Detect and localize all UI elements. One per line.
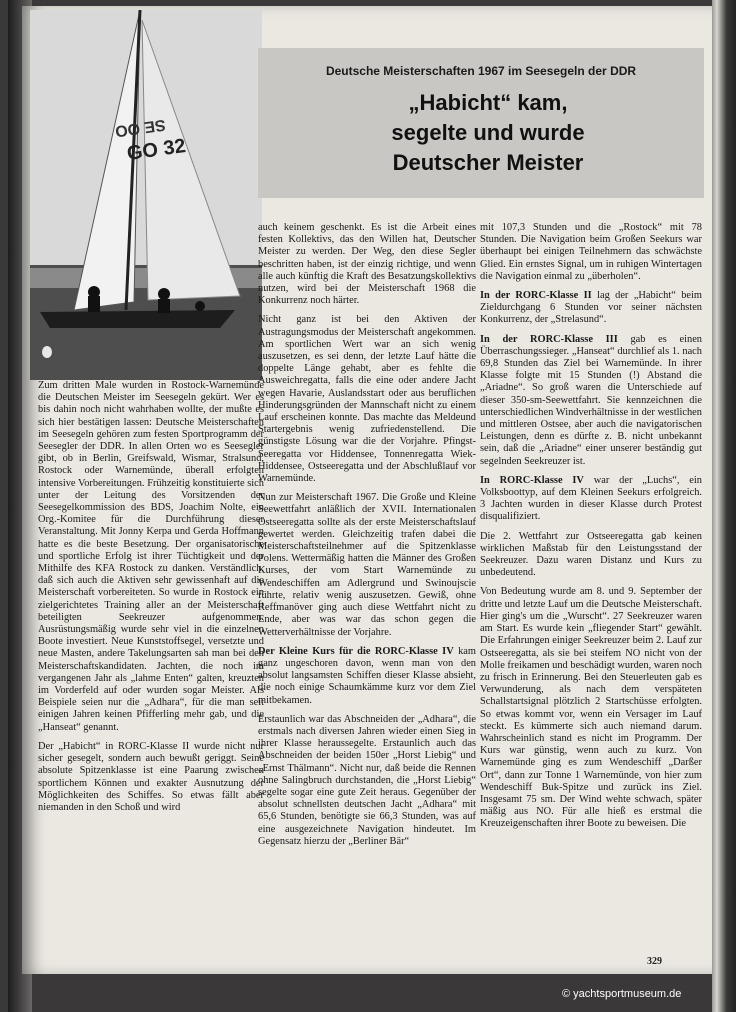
paragraph-bold-lead: In der RORC-Klasse II lag der „Habicht“ beim Zieldurchgang 6 Stunden vor seiner nächsten Konkurrenz, der „Strelasund“. — [480, 290, 702, 326]
paragraph: Erstaunlich war das Abschneiden der „Adhara“, die erstmals nach diversen Jahren wieder einen Sieg in ihrer Klasse heraussegelte. Erstaunlich auch das Abschneiden der beiden 150er „Horst Liebig“ und „Ernst Thälmann“. Nicht nur, daß beide die Rennen ohne Salingbruch durchstanden, die „Horst Liebig“ segelte sogar eine gute Zeit heraus. Gegenüber der absolut schnellsten deutschen Jacht „Adhara“ mit 65,6 Stunden, benötigte sie 66,3 Stunden, was auf eine ausgezeichnete Navigation hindeutet. Im Gegensatz hierzu der „Berliner Bär“ — [258, 713, 476, 847]
paragraph: Nun zur Meisterschaft 1967. Die Große und Kleine Seewettfahrt anläßlich der XVII. Internationalen Ostseeregatta sollte als der erste Meisterschaftslauf gewertet werden. Gleichzeitig trafen dabei die Meisterschaftsteilnehmer auf die Spitzenklasse Polens. Wettermäßig hatten die Männer des Großen Kurses, der vom Start Warnemünde zu Wendeschiffen am Adlergrund und Swinoujscie führte, relativ wenig auszusetzen. Gewiß, ohne Reffmanöver ging auch diese Wettfahrt nicht zu Ende, aber was war das schon gegen die Wetterverhältnisse der Vorjahre. — [258, 492, 476, 638]
copyright-credit: © yachtsportmuseum.de — [562, 988, 682, 1000]
bold-lead: Der Kleine Kurs für die RORC-Klasse IV — [258, 645, 454, 657]
page-number: 329 — [647, 956, 662, 967]
kicker: Deutsche Meisterschaften 1967 im Seesegeln der DDR — [325, 64, 637, 78]
sailboat-illustration — [30, 10, 262, 380]
paragraph: Nicht ganz ist bei den Aktiven der Austragungsmodus der Meisterschaft angekommen. Am sportlichen Wert war an sich wenig auszusetzen, es sei denn, der letzte Lauf hätte die doppelte Länge gehabt, aber es fehlte die Ausweichregatta, falls die eine oder andere Jacht wegen Havarie, Auslandsstart oder aus beruflichen Hinderungsgründen der Mannschaft nicht zu einem Lauf erscheinen konnte. Das machte das Meldeund Startergebnis wenig zufriedenstellend. Die günstigste Lösung war die der Vorjahre. Pfingst-Seeregatta vor Hiddensee, Tonnenregatta Wiek-Hiddensee, Ostseeregatta und der Abschlußlauf vor Warnemünde. — [258, 314, 476, 485]
headline — [308, 88, 668, 178]
sail-letters: SE OO — [113, 115, 167, 140]
paragraph: Die 2. Wettfahrt zur Ostseeregatta gab keinen wirklichen Maßstab für den Leistungsstand der Seekreuzer. Dazu waren Distanz und Kurs zu unbedeutend. — [480, 530, 702, 579]
paragraph-bold-lead: In der RORC-Klasse III gab es einen Überraschungssieger. „Hanseat“ durchlief als 1. nach 69,8 Stunden das Ziel bei Warnemünde. In ihrer Klasse folgte mit 15 Stunden (!) Abstand die „Ariadne“. So groß waren die Unterschiede auf dieser 350-sm-Seewettfahrt. Sie kennzeichnen die unterschiedlichen Windverhältnisse in der westlichen und mittleren Ostsee, aber auch die navigatorischen Leistungen, denn es dürfte z. B. nicht unbekannt sein, daß die „Ariadne“ einer unserer beständig gut segelnden Seekreuzer ist. — [480, 333, 702, 467]
paragraph: auch keinem geschenkt. Es ist die Arbeit eines festen Kollektivs, das den Willen hat, Deutscher Meister zu werden. Der Weg, den diese Segler beschritten haben, ist der einzig richtige, und wenn alle auch künftig die Kraft des Besatzungskollektivs nutzen, wird bei der Meisterschaft 1968 die Konkurrenz noch härter. — [258, 222, 476, 307]
text-column-2 — [258, 222, 476, 855]
headline-line-2: segelte und wurde — [391, 120, 585, 145]
binding-hole — [42, 346, 52, 358]
magazine-page — [22, 6, 712, 974]
paragraph: Von Bedeutung wurde am 8. und 9. September der dritte und letzte Lauf um die Deutsche Meisterschaft. Hier ging's um die „Wurscht“. 27 Seekreuzer waren am Start. Es wurde kein „fliegender Start“ gewählt. Die Erfahrungen einiger Seekreuzer beim 2. Lauf zur Ostseeregatta, als sie bei steifem NO nicht von der Molle freikamen und beschädigt wurden, waren noch zu frisch in Erinnerung. Bei den Steuerleuten gab es Verwunderung, als nach dem verspäteten Schallstartsignal plötzlich 2 Startschüsse erfolgten. So etwas kommt vor, wenn ein Versager im Lauf steckt. Es kümmerte sich auch niemand darum. Wahrscheinlich stand es nicht im Programm. Der Kurs war günstig, wenn auch zu kurz. Von Warnemünde ging es zum Wendeschiff „Darßer Ort“, dann zur Tonne 1 Warnemünde, von hier zum Wendeschiff Buk-Spitze und zurück ins Ziel. Insgesamt 75 sm. Der Wind wehte schwach, später mäßig aus NO. Für alle hieß es erstmal die Kreuzeigenschaften ihrer Boote zu beweisen. Die — [480, 586, 702, 830]
paragraph-bold-lead: In RORC-Klasse IV war der „Luchs“, ein Volksboottyp, auf dem Kleinen Seekurs erfolgreich. 3 Jachten wurden in dieser Klasse durch Protest disqualifiziert. — [480, 474, 702, 523]
paragraph: Zum dritten Male wurden in Rostock-Warnemünde die Deutschen Meister im Seesegeln gekürt. Wer es bis dahin noch nicht wahrhaben wollte, der mußte es sich hier bestätigen lassen: Deutsche Meisterschaften im Seesegeln gehören zum festen Sportprogramm der Seesegler der DDR. In allen Orten wo es Seesegler gibt, ob in Berlin, Greifswald, Wismar, Stralsund, Rostock oder Warnemünde, überall erfolgten intensive Vorbereitungen. Frühzeitig konstituierte sich unter der Leitung des Vorsitzenden der Seesegelkommission des BDS, Joachim Nolte, ein Org.-Komitee für die Durchführung dieser Veranstaltung. Mit Jonny Kerpa und Gerda Hoffmann hatte es die beste Besetzung. Der organisatorische und sportliche Erfolg ist ihrer Tüchtigkeit und der Mithilfe des KFA Rostock zu danken. Verständlich, daß sich auch die Aktiven sehr gewissenhaft auf die Meisterschaft vorbereiteten. So wurde in Rostock ein zielgerichtetes Training aller an der Meisterschaft beteiligten Seekreuzer aufgenommen. Ausrüstungsmäßig wurde sehr viel in die einzelnen Boote investiert. Neue Kunststoffsegel, versetzte und neue Masten, andere Takelungsarten sah man bei den Meisterschaftskandidaten. Jachten, die noch im vergangenen Jahr als „lahme Enten“ galten, kreuzten im Vorderfeld auf oder wurden sogar Meister. Als Beispiele seien nur die „Adhara“, für die man seit einigen Jahren keinen Pfifferling mehr gab, und die „Hanseat“ genannt. — [38, 380, 264, 733]
text-column-1 — [38, 380, 264, 821]
sail-number: GO 32 — [125, 134, 188, 165]
text-column-3 — [480, 222, 702, 838]
headline-line-3: Deutscher Meister — [392, 150, 584, 175]
paragraph-bold-lead: Der Kleine Kurs für die RORC-Klasse IV kam ganz ungeschoren davon, wenn man von den absolut langsamsten Schiffen dieser Klasse absieht, die noch einige Schaumkämme kurz vor dem Ziel mitbekamen. — [258, 645, 476, 706]
headline-box — [258, 48, 704, 198]
sailboat-photo — [30, 10, 262, 380]
page-stack-edge — [712, 0, 736, 1012]
paragraph: Der „Habicht“ in RORC-Klasse II wurde nicht nur sicher gesegelt, sondern auch bewußt geriggt. Seine absolute Spitzenklasse ist eine Paarung zwischen sportlichem Können und exakter Ausnutzung der Möglichkeiten des Schiffes. So etwas fällt aber niemanden in den Schoß und wird — [38, 740, 264, 813]
bold-lead: In RORC-Klasse IV — [480, 474, 584, 486]
bold-lead: In der RORC-Klasse II — [480, 290, 592, 302]
headline-line-1: „Habicht“ kam, — [408, 90, 568, 115]
bold-lead: In der RORC-Klasse III — [480, 333, 618, 345]
paragraph: mit 107,3 Stunden und die „Rostock“ mit 78 Stunden. Die Navigation beim Großen Seekurs war überhaupt bei einigen Teilnehmern das schwächste Glied. Ein ernstes Signal, um in ruhigen Wintertagen die Navigation einmal zu „überholen“. — [480, 222, 702, 282]
